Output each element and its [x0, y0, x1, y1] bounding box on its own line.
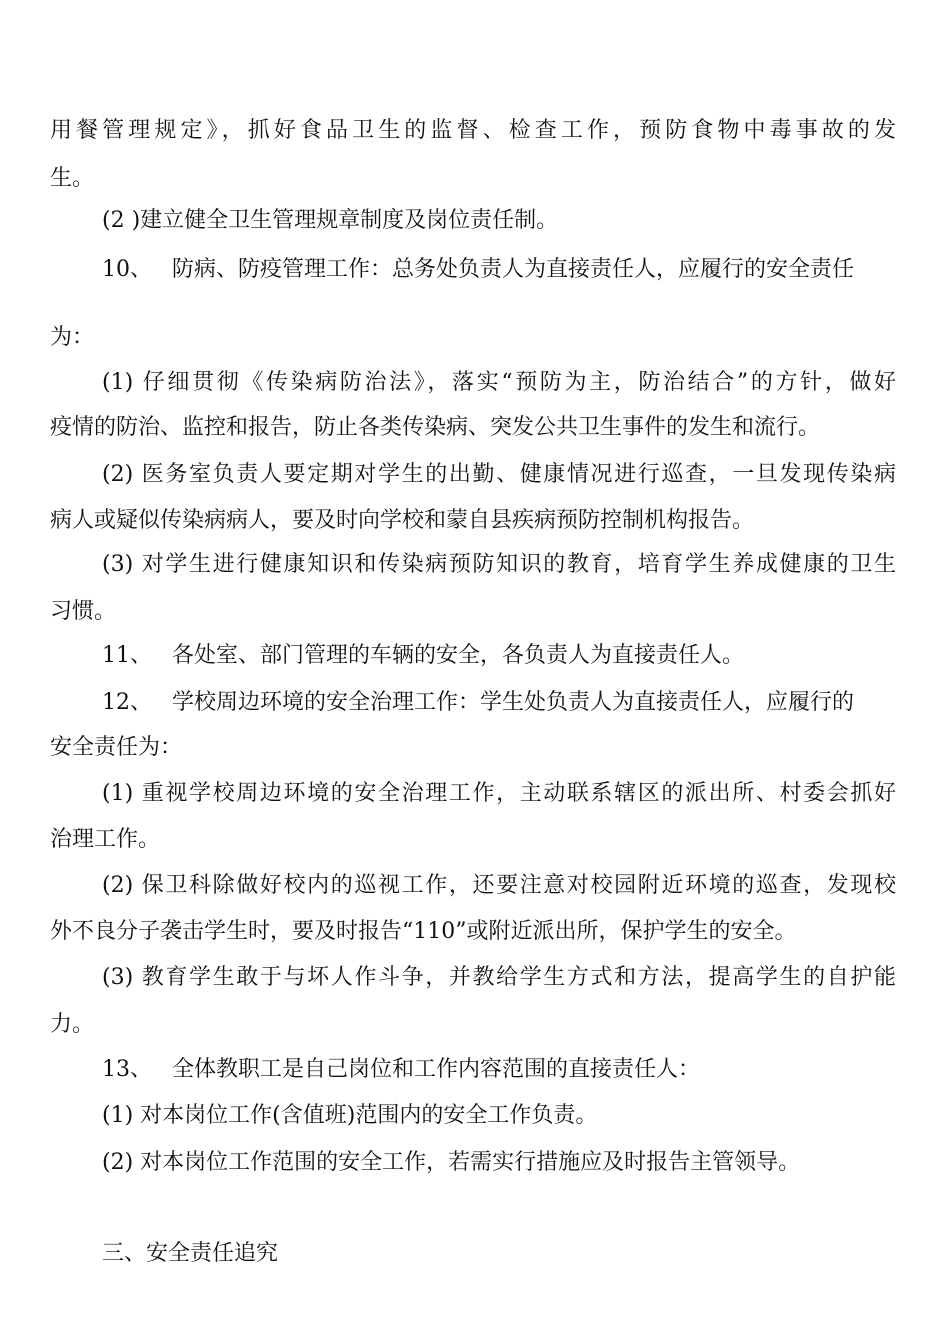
item-number: 10、 [102, 257, 152, 282]
item-number: 11、 [102, 643, 152, 668]
item-text: 各处室、部门管理的车辆的安全，各负责人为直接责任人。 [172, 643, 745, 668]
item-text: 全体教职工是自己岗位和工作内容范围的直接责任人： [172, 1057, 701, 1082]
paragraph-line: (1) 仔细贯彻《传染病防治法》，落实“预防为主，防治结合”的方针，做好 [102, 370, 896, 395]
paragraph-line: (2) 医务室负责人要定期对学生的出勤、健康情况进行巡查，一旦发现传染病 [102, 462, 896, 487]
paragraph-line: 用餐管理规定》，抓好食品卫生的监督、检查工作，预防食物中毒事故的发 [50, 118, 896, 143]
item-text: 学校周边环境的安全治理工作：学生处负责人为直接责任人，应履行的 [172, 690, 855, 715]
paragraph-line: 力。 [50, 1012, 95, 1037]
paragraph-line: (2) 保卫科除做好校内的巡视工作，还要注意对校园附近环境的巡查，发现校 [102, 873, 896, 898]
numbered-item-13 [102, 1055, 700, 1085]
section-heading: 三、安全责任追究 [102, 1241, 279, 1266]
numbered-item-11 [102, 641, 744, 671]
paragraph-line: 疫情的防治、监控和报告，防止各类传染病、突发公共卫生事件的发生和流行。 [50, 415, 821, 440]
paragraph-line: 治理工作。 [50, 827, 161, 852]
paragraph-line: (2) 对本岗位工作范围的安全工作，若需实行措施应及时报告主管领导。 [102, 1150, 801, 1175]
paragraph-line: 病人或疑似传染病病人，要及时向学校和蒙自县疾病预防控制机构报告。 [50, 508, 755, 533]
item-text: 防病、防疫管理工作：总务处负责人为直接责任人，应履行的安全责任 [172, 257, 855, 282]
numbered-item-10 [102, 255, 854, 285]
paragraph-line: (2 )建立健全卫生管理规章制度及岗位责任制。 [102, 208, 559, 233]
item-number: 13、 [102, 1057, 152, 1082]
paragraph-line: (3) 教育学生敢于与坏人作斗争，并教给学生方式和方法，提高学生的自护能 [102, 965, 896, 990]
paragraph-line: 生。 [50, 166, 95, 191]
paragraph-line: 安全责任为： [50, 735, 183, 760]
paragraph-line: 外不良分子袭击学生时，要及时报告“110”或附近派出所，保护学生的安全。 [50, 919, 797, 944]
numbered-item-12 [102, 688, 854, 718]
paragraph-line: 为： [50, 325, 95, 350]
paragraph-line: (1) 对本岗位工作(含值班)范围内的安全工作负责。 [102, 1103, 598, 1128]
paragraph-line: (1) 重视学校周边环境的安全治理工作，主动联系辖区的派出所、村委会抓好 [102, 781, 896, 806]
paragraph-line: (3) 对学生进行健康知识和传染病预防知识的教育，培育学生养成健康的卫生 [102, 552, 896, 577]
paragraph-line: 习惯。 [50, 599, 117, 624]
item-number: 12、 [102, 690, 152, 715]
